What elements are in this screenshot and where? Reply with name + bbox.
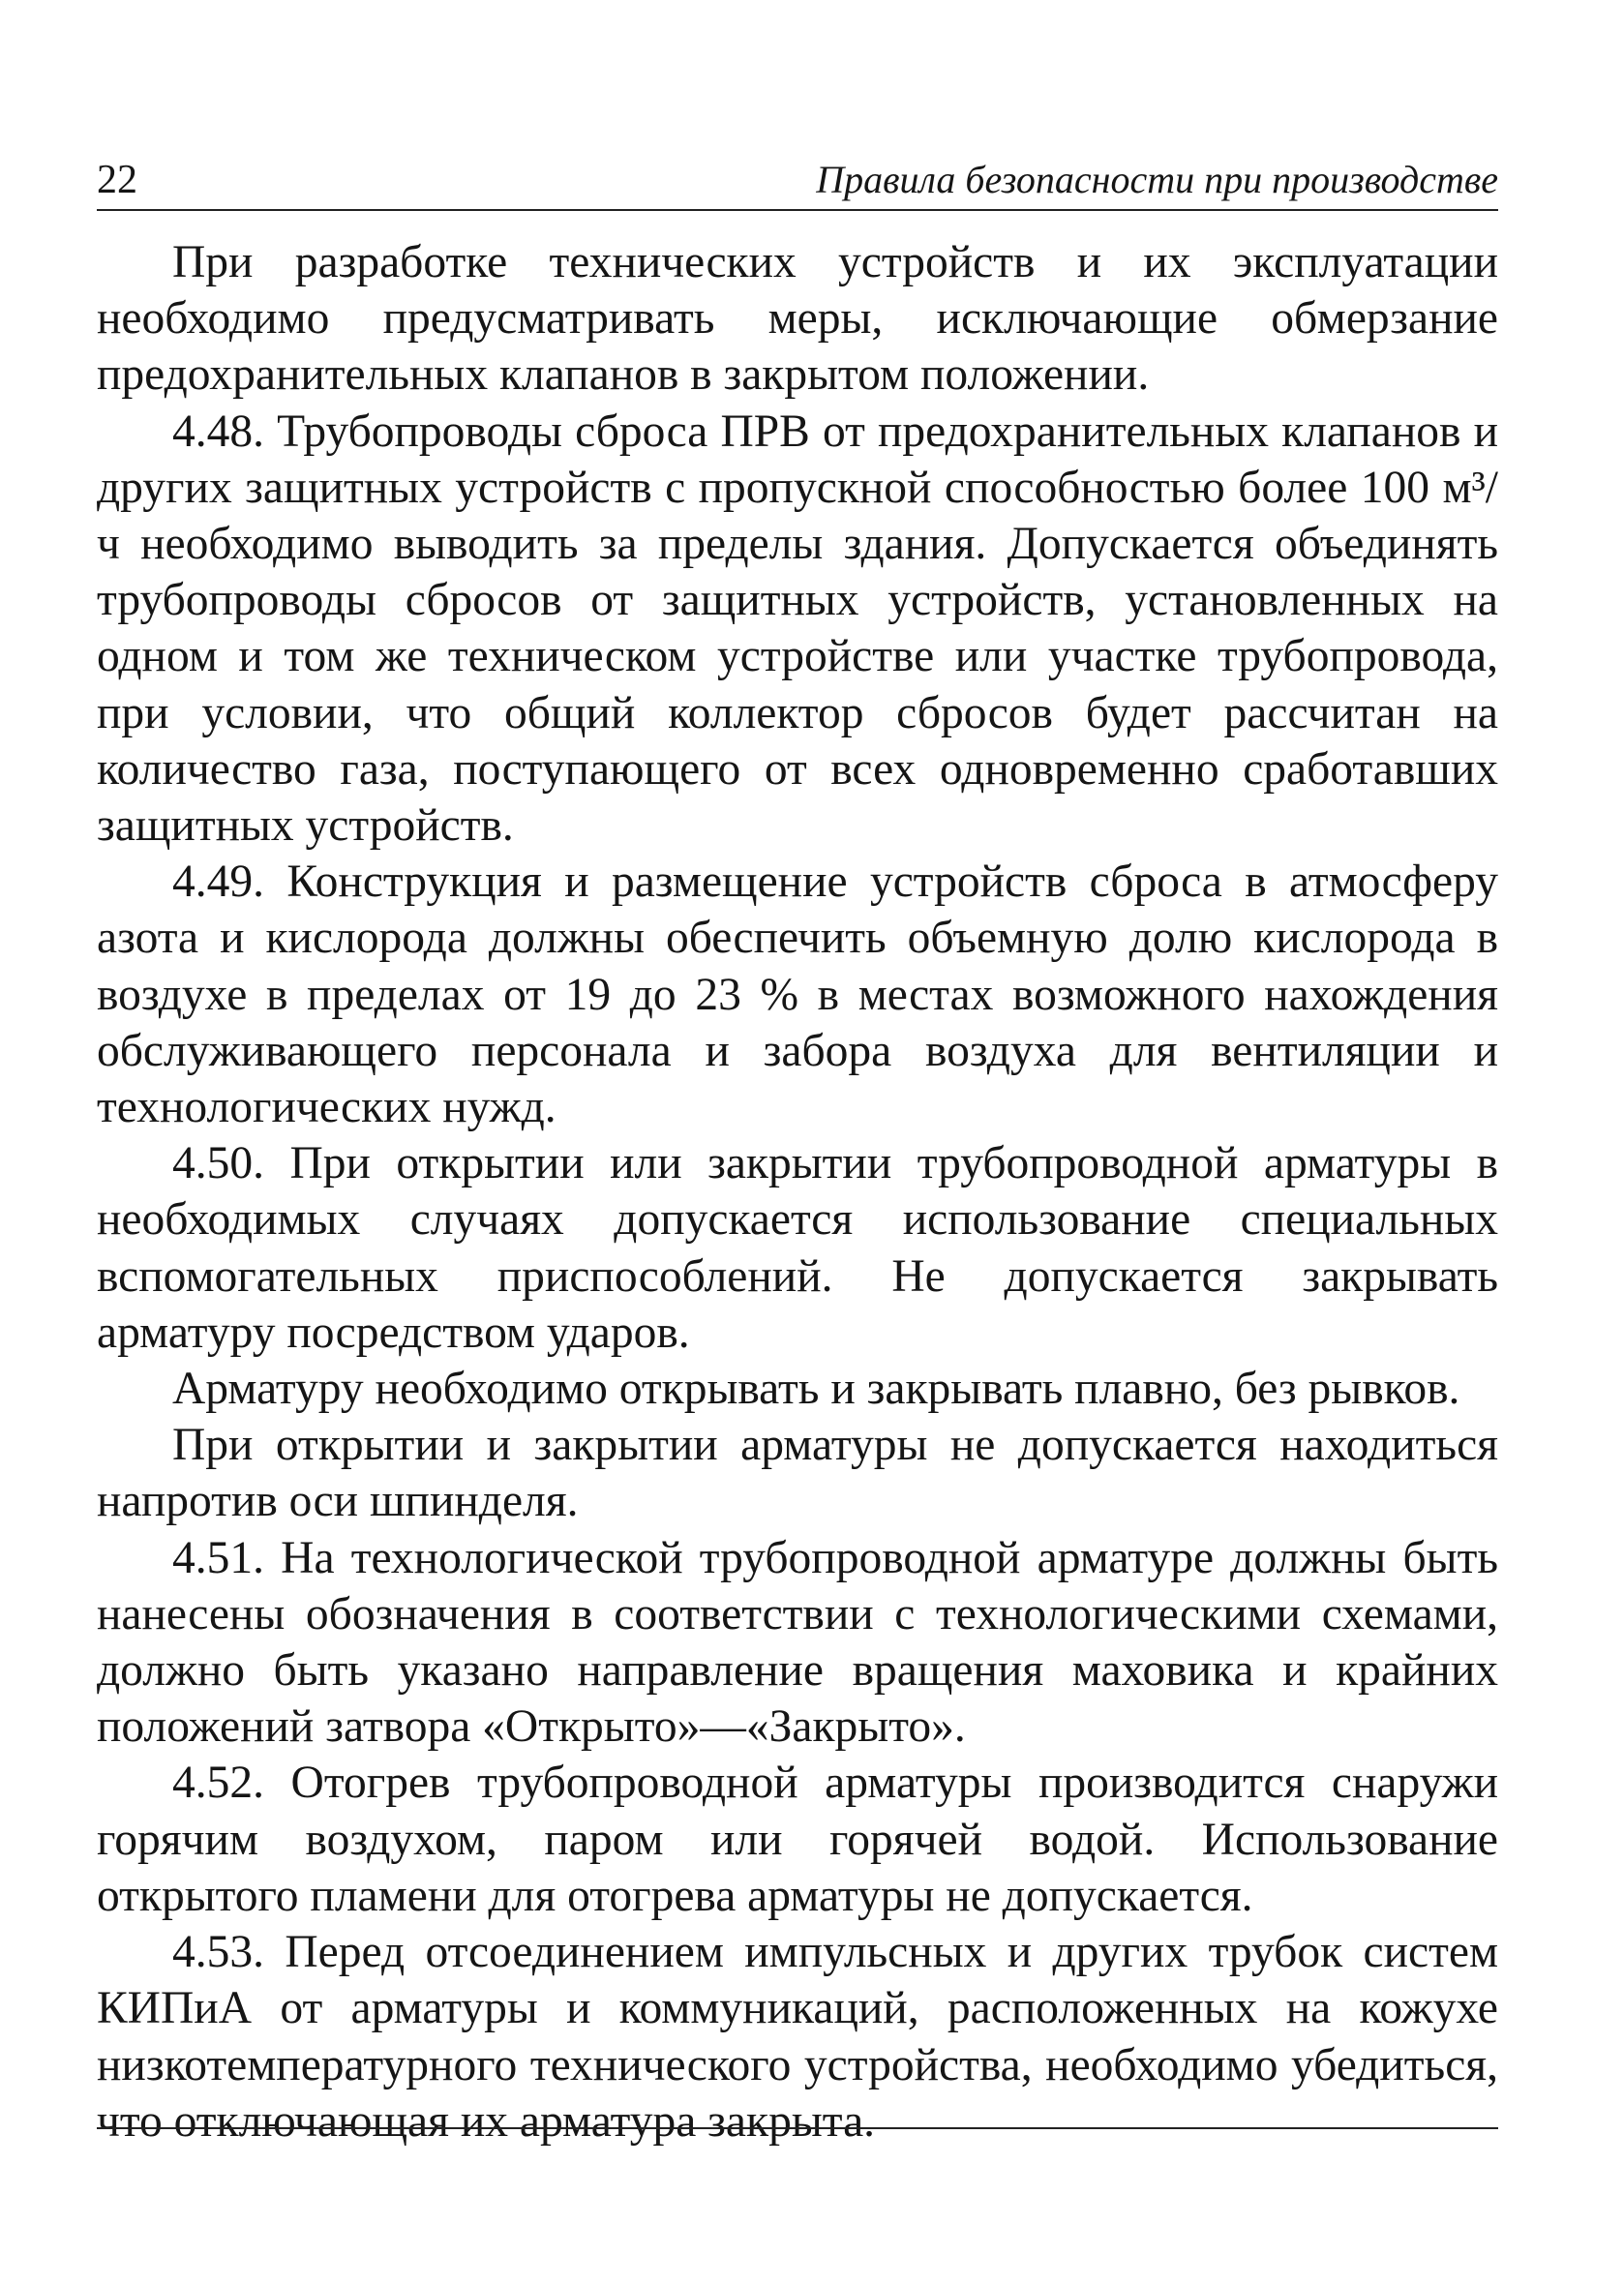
- paragraph-frost-prevention: При разработке технических устройств и их эксплуатации необходимо предусматривать меры, исключающие обмерзание предохранительных клапанов в закрытом положении.: [97, 237, 1498, 401]
- body-text: [97, 234, 1498, 2150]
- paragraph-4-52: 4.52. Отогрев трубопроводной арматуры производится снаружи горячим воздухом, паром или горячей водой. Использование открытого пламени для отогрева арматуры не допускается.: [97, 1758, 1498, 1921]
- paragraph-smooth-operation: Арматуру необходимо открывать и закрывать плавно, без рывков.: [172, 1364, 1460, 1415]
- paragraph-4-53: 4.53. Перед отсоединением импульсных и других трубок систем КИПиА от арматуры и коммуникаций, расположенных на кожухе низкотемпературного технического устройства, необходимо убедиться, что отключающая их арматура закрыта.: [97, 1927, 1498, 2147]
- paragraph-4-51: 4.51. На технологической трубопроводной арматуре должны быть нанесены обозначения в соответствии с технологическими схемами, должно быть указано направление вращения маховика и крайних положений затвора «Открыто»—«Закрыто».: [97, 1532, 1498, 1753]
- paragraph-4-49: 4.49. Конструкция и размещение устройств сброса в атмосферу азота и кислорода должны обеспечить объемную долю кислорода в воздухе в пределах от 19 до 23 % в местах возможного нахождения обслуживающего персонала и забора воздуха для вентиляции и технологических нужд.: [97, 857, 1498, 1133]
- running-title: Правила безопасности при производстве: [816, 158, 1498, 201]
- footer-rule: [97, 2127, 1498, 2129]
- running-header: [97, 153, 1498, 211]
- page-number: 22: [97, 158, 137, 202]
- paragraph-4-48: 4.48. Трубопроводы сброса ПРВ от предохранительных клапанов и других защитных устройств с пропускной способностью более 100 м³/ч необходимо выводить за пределы здания. Допускается объединять трубопроводы сбросов от защитных устройств, установленных на одном и том же техническом устройстве или участке трубопровода, при условии, что общий коллектор сбросов будет рассчитан на количество газа, поступающего от всех одновременно сработавших защитных устройств.: [97, 406, 1498, 852]
- paragraph-4-50: 4.50. При открытии или закрытии трубопроводной арматуры в необходимых случаях допускается использование специальных вспомогательных приспособлений. Не допускается закрывать арматуру посредством ударов.: [97, 1138, 1498, 1358]
- paragraph-spindle-axis: При открытии и закрытии арматуры не допускается находиться напротив оси шпинделя.: [97, 1420, 1498, 1527]
